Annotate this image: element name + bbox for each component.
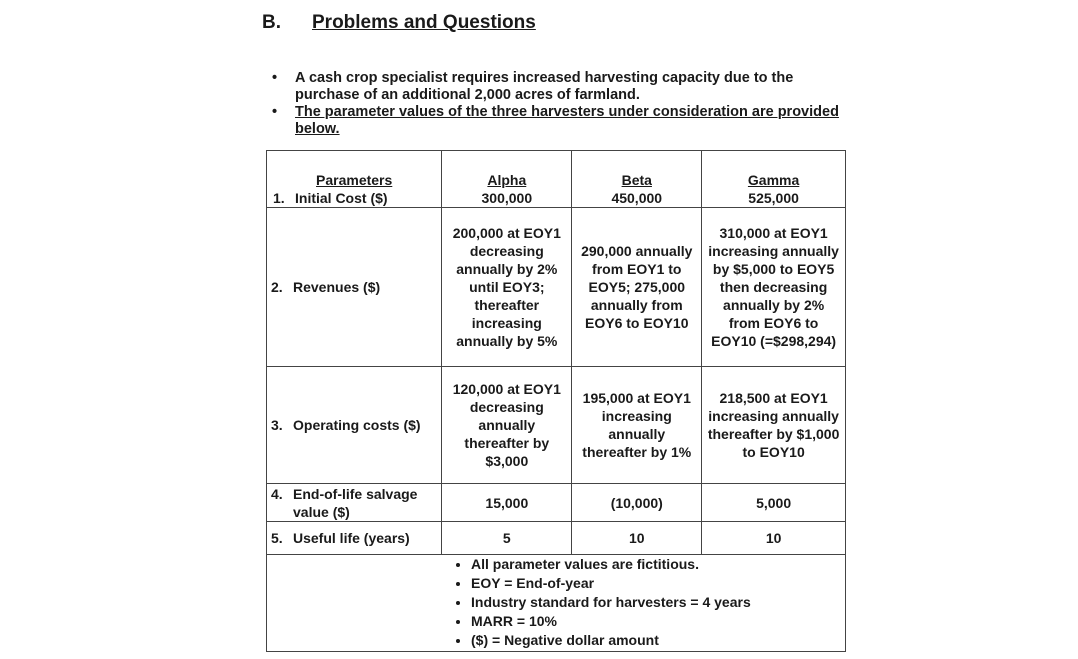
header-gamma: Gamma xyxy=(702,151,846,190)
header-parameters: Parameters xyxy=(267,151,442,190)
table-row xyxy=(267,189,846,208)
alpha-value: 5 xyxy=(442,522,572,555)
alpha-value: 15,000 xyxy=(442,484,572,522)
section-heading xyxy=(262,12,536,34)
section-letter: B. xyxy=(262,12,281,33)
table-row xyxy=(267,208,846,367)
gamma-value: 525,000 xyxy=(702,189,846,208)
notes-list xyxy=(445,555,841,650)
alpha-value: 120,000 at EOY1 decreasing annually thereafter by $3,000 xyxy=(442,367,572,484)
alpha-value: 300,000 xyxy=(442,189,572,208)
note-item: • EOY = End-of-year xyxy=(471,574,841,593)
note-item: • Industry standard for harvesters = 4 years xyxy=(471,593,841,612)
table-row xyxy=(267,367,846,484)
row-label: 3. Operating costs ($) xyxy=(267,367,442,484)
intro-item: • The parameter values of the three harvesters under consideration are provided below. xyxy=(266,104,844,138)
note-item: • MARR = 10% xyxy=(471,612,841,631)
row-label: 4. End-of-life salvage value ($) xyxy=(267,484,442,522)
note-item: • All parameter values are fictitious. xyxy=(471,555,841,574)
row-label: 2. Revenues ($) xyxy=(267,208,442,367)
section-title: Problems and Questions xyxy=(312,12,536,33)
intro-item: • A cash crop specialist requires increased harvesting capacity due to the purchase of an additional 2,000 acres of farmland. xyxy=(266,70,844,104)
row-label: 5. Useful life (years) xyxy=(267,522,442,555)
beta-value: 450,000 xyxy=(572,189,702,208)
note-item: • ($) = Negative dollar amount xyxy=(471,631,841,650)
notes-row xyxy=(267,555,846,652)
alpha-value: 200,000 at EOY1 decreasing annually by 2% until EOY3; thereafter increasing annually by 5% xyxy=(442,208,572,367)
gamma-value: 218,500 at EOY1 increasing annually thereafter by $1,000 to EOY10 xyxy=(702,367,846,484)
beta-value: 195,000 at EOY1 increasing annually thereafter by 1% xyxy=(572,367,702,484)
table-row xyxy=(267,484,846,522)
parameters-table xyxy=(266,150,846,652)
gamma-value: 10 xyxy=(702,522,846,555)
gamma-value: 310,000 at EOY1 increasing annually by $5,000 to EOY5 then decreasing annually by 2% from EOY6 to EOY10 (=$298,294) xyxy=(702,208,846,367)
beta-value: (10,000) xyxy=(572,484,702,522)
gamma-value: 5,000 xyxy=(702,484,846,522)
table-row xyxy=(267,522,846,555)
intro-list xyxy=(266,70,844,138)
beta-value: 290,000 annually from EOY1 to EOY5; 275,000 annually from EOY6 to EOY10 xyxy=(572,208,702,367)
header-alpha: Alpha xyxy=(442,151,572,190)
beta-value: 10 xyxy=(572,522,702,555)
header-beta: Beta xyxy=(572,151,702,190)
row-label: 1. Initial Cost ($) xyxy=(267,189,442,208)
